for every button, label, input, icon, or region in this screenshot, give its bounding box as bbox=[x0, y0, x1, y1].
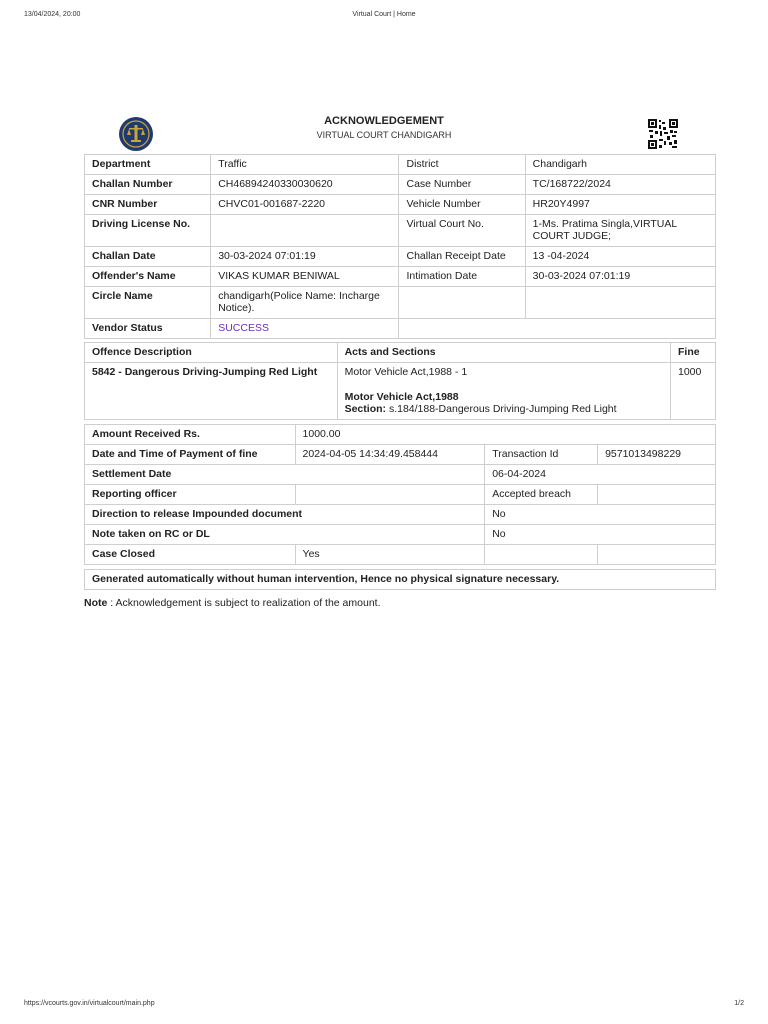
note-rc-dl-value: No bbox=[485, 525, 716, 545]
print-footer bbox=[24, 1000, 744, 1012]
table-row bbox=[85, 287, 716, 319]
table-row bbox=[85, 505, 716, 525]
table-row bbox=[85, 195, 716, 215]
challan-details-table bbox=[84, 154, 716, 339]
table-row bbox=[85, 319, 716, 339]
vendor-status-label: Vendor Status bbox=[85, 319, 211, 339]
fine-value: 1000 bbox=[671, 363, 716, 420]
challan-date-value: 30-03-2024 07:01:19 bbox=[211, 247, 399, 267]
signature-notice-table bbox=[84, 569, 716, 590]
table-row bbox=[85, 445, 716, 465]
act-name: Motor Vehicle Act,1988 bbox=[344, 391, 459, 403]
offender-name-label: Offender's Name bbox=[85, 267, 211, 287]
vendor-status-value: SUCCESS bbox=[211, 319, 399, 339]
print-datetime: 13/04/2024, 20:00 bbox=[24, 11, 81, 18]
district-value: Chandigarh bbox=[525, 155, 715, 175]
note bbox=[84, 597, 381, 609]
case-number-label: Case Number bbox=[399, 175, 525, 195]
circle-name-value: chandigarh(Police Name: Incharge Notice). bbox=[211, 287, 399, 319]
driving-license-value bbox=[211, 215, 399, 247]
virtual-court-label: Virtual Court No. bbox=[399, 215, 525, 247]
reporting-officer-value bbox=[295, 485, 485, 505]
vehicle-number-value: HR20Y4997 bbox=[525, 195, 715, 215]
empty-cell bbox=[485, 545, 598, 565]
offence-table bbox=[84, 342, 716, 420]
challan-number-label: Challan Number bbox=[85, 175, 211, 195]
table-row bbox=[85, 425, 716, 445]
print-url: https://vcourts.gov.in/virtualcourt/main.php bbox=[24, 1000, 155, 1007]
driving-license-label: Driving License No. bbox=[85, 215, 211, 247]
transaction-id-label: Transaction Id bbox=[485, 445, 598, 465]
section-label: Section: bbox=[344, 403, 387, 415]
cnr-label: CNR Number bbox=[85, 195, 211, 215]
table-row bbox=[85, 215, 716, 247]
department-label: Department bbox=[85, 155, 211, 175]
payment-table bbox=[84, 424, 716, 565]
fine-header: Fine bbox=[671, 343, 716, 363]
virtual-court-value: 1-Ms. Pratima Singla,VIRTUAL COURT JUDGE; bbox=[525, 215, 715, 247]
challan-number-value: CH46894240330030620 bbox=[211, 175, 399, 195]
intimation-date-value: 30-03-2024 07:01:19 bbox=[525, 267, 715, 287]
table-row bbox=[85, 545, 716, 565]
challan-receipt-date-label: Challan Receipt Date bbox=[399, 247, 525, 267]
vehicle-number-label: Vehicle Number bbox=[399, 195, 525, 215]
department-value: Traffic bbox=[211, 155, 399, 175]
print-page-number: 1/2 bbox=[734, 1000, 744, 1007]
note-text: : Acknowledgement is subject to realization of the amount. bbox=[107, 597, 381, 609]
page-title: ACKNOWLEDGEMENT bbox=[324, 115, 444, 127]
payment-datetime-value: 2024-04-05 14:34:49.458444 bbox=[295, 445, 485, 465]
empty-cell bbox=[598, 545, 716, 565]
district-label: District bbox=[399, 155, 525, 175]
table-row bbox=[85, 465, 716, 485]
reporting-officer-label: Reporting officer bbox=[85, 485, 296, 505]
amount-received-label: Amount Received Rs. bbox=[85, 425, 296, 445]
empty-cell bbox=[525, 287, 715, 319]
transaction-id-value: 9571013498229 bbox=[598, 445, 716, 465]
case-closed-label: Case Closed bbox=[85, 545, 296, 565]
acts-sections-header: Acts and Sections bbox=[337, 343, 670, 363]
note-rc-dl-label: Note taken on RC or DL bbox=[85, 525, 485, 545]
intimation-date-label: Intimation Date bbox=[399, 267, 525, 287]
circle-name-label: Circle Name bbox=[85, 287, 211, 319]
table-row bbox=[85, 570, 716, 590]
act-line: Motor Vehicle Act,1988 - 1 bbox=[344, 366, 468, 378]
payment-datetime-label: Date and Time of Payment of fine bbox=[85, 445, 296, 465]
page-subtitle: VIRTUAL COURT CHANDIGARH bbox=[316, 130, 452, 140]
settlement-date-value: 06-04-2024 bbox=[485, 465, 716, 485]
table-row bbox=[85, 267, 716, 287]
challan-receipt-date-value: 13 -04-2024 bbox=[525, 247, 715, 267]
offender-name-value: VIKAS KUMAR BENIWAL bbox=[211, 267, 399, 287]
generated-notice: Generated automatically without human intervention, Hence no physical signature necessary. bbox=[85, 570, 716, 590]
table-row bbox=[85, 525, 716, 545]
direction-release-value: No bbox=[485, 505, 716, 525]
table-row bbox=[85, 485, 716, 505]
empty-cell bbox=[399, 319, 716, 339]
section-value: s.184/188-Dangerous Driving-Jumping Red Light bbox=[388, 403, 617, 415]
direction-release-label: Direction to release Impounded document bbox=[85, 505, 485, 525]
cnr-value: CHVC01-001687-2220 bbox=[211, 195, 399, 215]
amount-received-value: 1000.00 bbox=[295, 425, 715, 445]
note-label: Note bbox=[84, 597, 108, 609]
print-header bbox=[24, 11, 744, 23]
print-page-title: Virtual Court | Home bbox=[352, 11, 416, 18]
section-line bbox=[345, 403, 663, 415]
offence-description-header: Offence Description bbox=[85, 343, 338, 363]
case-closed-value: Yes bbox=[295, 545, 485, 565]
qr-code-icon bbox=[648, 119, 678, 149]
acts-sections-cell bbox=[337, 363, 670, 420]
offence-description: 5842 - Dangerous Driving-Jumping Red Light bbox=[85, 363, 338, 420]
table-row bbox=[85, 155, 716, 175]
challan-date-label: Challan Date bbox=[85, 247, 211, 267]
table-row bbox=[85, 363, 716, 420]
settlement-date-label: Settlement Date bbox=[85, 465, 485, 485]
empty-cell bbox=[399, 287, 525, 319]
accepted-breach-label: Accepted breach bbox=[485, 485, 598, 505]
empty-cell bbox=[598, 485, 716, 505]
case-number-value: TC/168722/2024 bbox=[525, 175, 715, 195]
table-row bbox=[85, 247, 716, 267]
table-row bbox=[85, 343, 716, 363]
table-row bbox=[85, 175, 716, 195]
